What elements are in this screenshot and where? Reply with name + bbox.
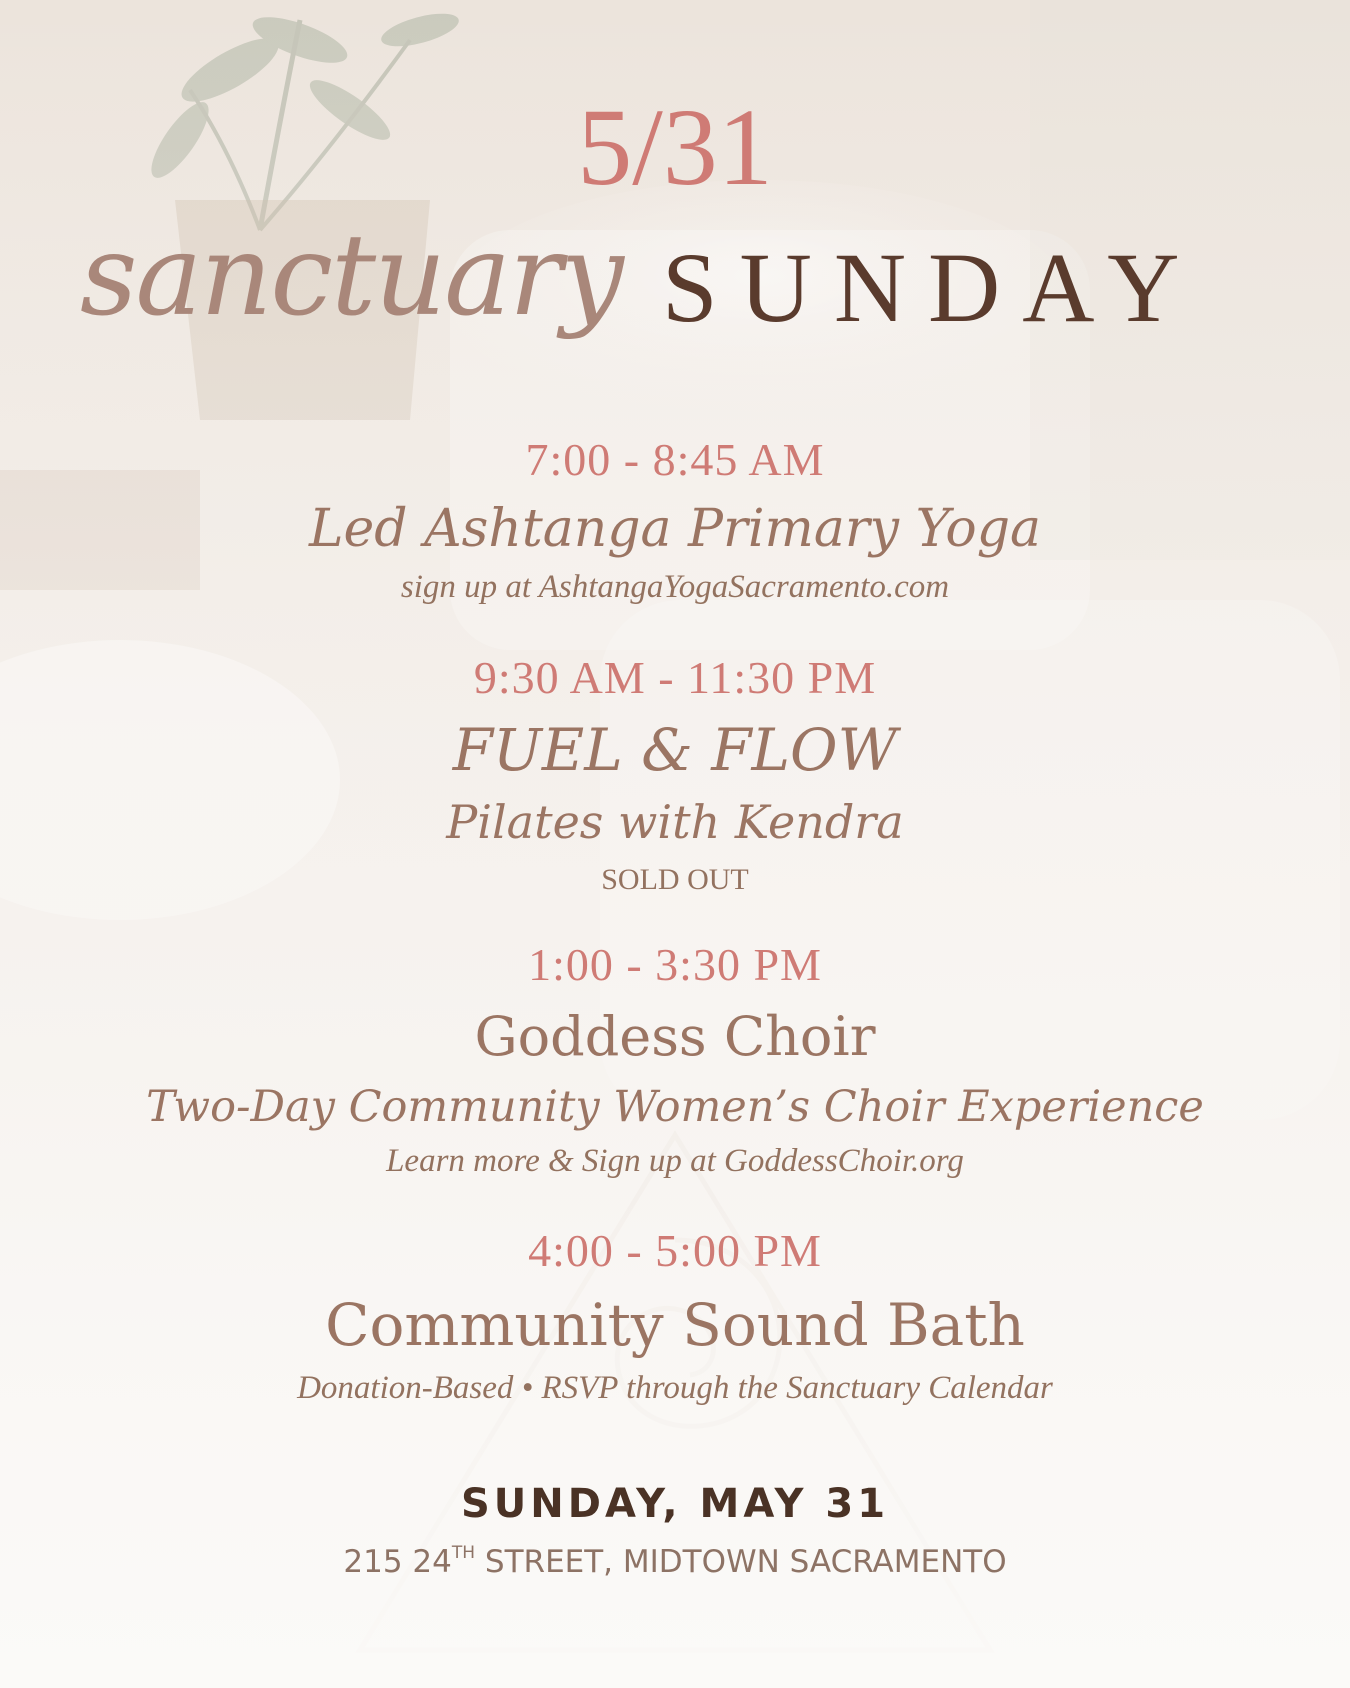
- address-street: STREET, MIDTOWN SACRAMENTO: [475, 1544, 1007, 1580]
- title-word-sunday: SUNDAY: [662, 232, 1202, 343]
- footer-date: SUNDAY, MAY 31: [460, 1481, 890, 1527]
- event-3: [0, 939, 1350, 1179]
- event-1: [0, 434, 1350, 605]
- sold-out-label: SOLD OUT: [601, 863, 749, 896]
- event-detail: Pilates with Kendra: [446, 795, 904, 849]
- event-time: 4:00 - 5:00 PM: [528, 1225, 822, 1276]
- event-name: Goddess Choir: [474, 1005, 876, 1068]
- footer-address: [0, 1545, 1350, 1578]
- event-detail: Two-Day Community Women’s Choir Experience: [146, 1082, 1204, 1132]
- event-time: 9:30 AM - 11:30 PM: [473, 652, 877, 703]
- event-2: [0, 652, 1350, 896]
- title-script-word: sanctuary: [80, 211, 622, 341]
- event-time: 1:00 - 3:30 PM: [528, 939, 822, 990]
- event-detail: sign up at AshtangaYogaSacramento.com: [400, 569, 950, 605]
- address-number: 215 24: [343, 1544, 452, 1580]
- event-name: Led Ashtanga Primary Yoga: [308, 499, 1041, 559]
- event-detail: Learn more & Sign up at GoddessChoir.org: [386, 1143, 964, 1179]
- event-4: [0, 1225, 1350, 1406]
- event-detail: Donation-Based • RSVP through the Sanctuary Calendar: [297, 1370, 1053, 1406]
- event-time: 7:00 - 8:45 AM: [525, 434, 825, 485]
- event-name: Community Sound Bath: [325, 1291, 1025, 1359]
- address-suffix: TH: [451, 1543, 476, 1563]
- header-date: 5/31: [577, 86, 773, 208]
- event-name: FUEL & FLOW: [452, 716, 898, 784]
- event-title: [0, 211, 1350, 390]
